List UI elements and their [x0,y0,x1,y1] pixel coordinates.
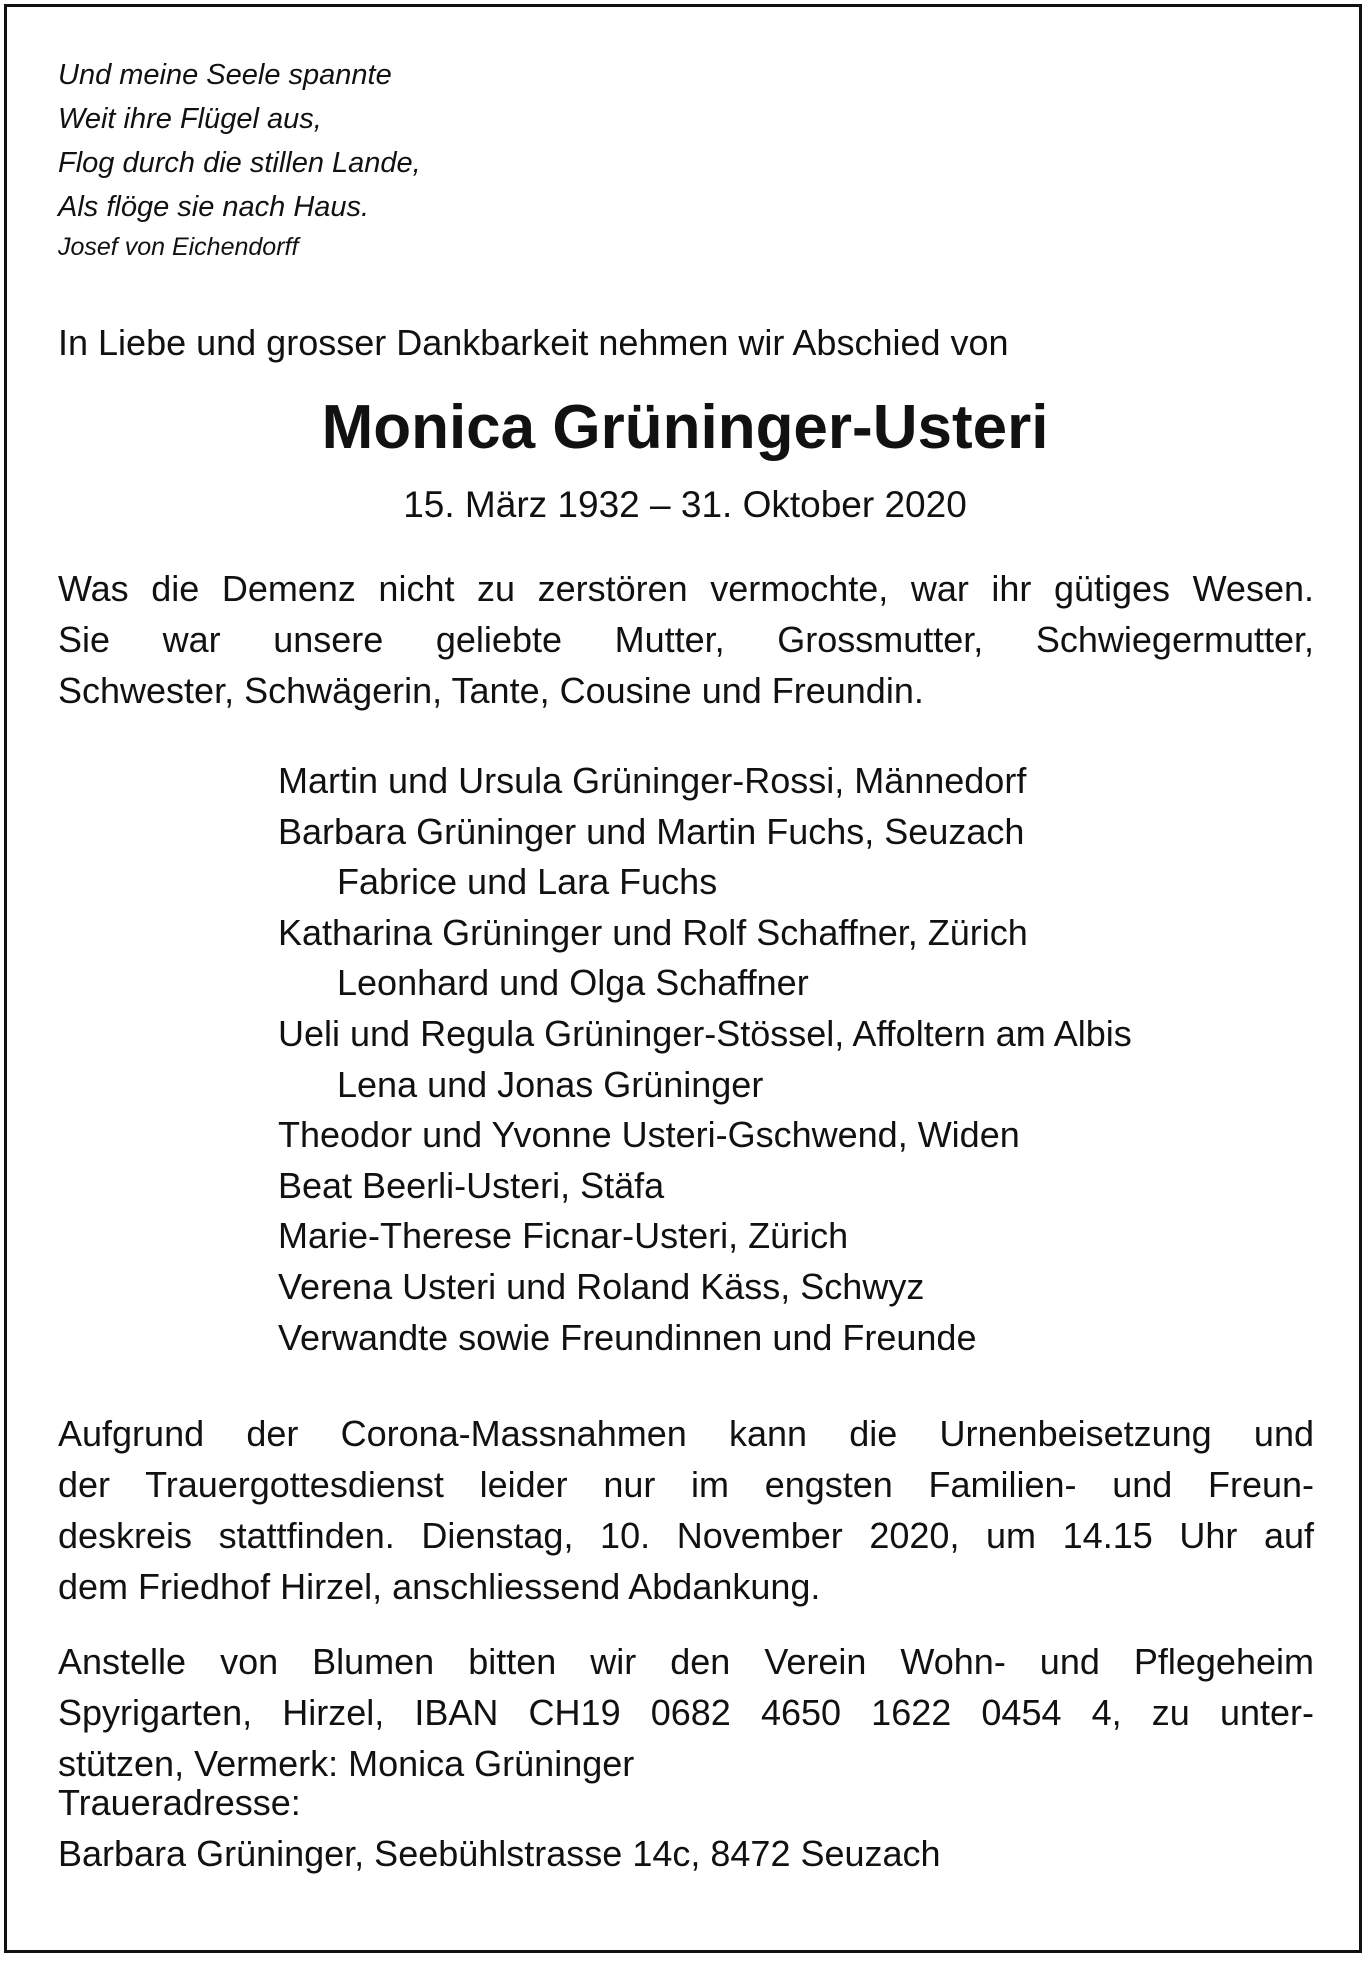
mourners-list [278,756,1132,1363]
mourner-entry: Katharina Grüninger und Rolf Schaffner, Zürich [278,911,1028,953]
mourner-entry: Martin und Ursula Grüninger-Rossi, Männedorf [278,760,1027,801]
donation-paragraph [58,1636,1314,1789]
mourner-entry: Beat Beerli-Usteri, Stäfa [278,1164,665,1206]
poem-line: Und meine Seele spannte [58,59,392,91]
poem-author: Josef von Eichendorff [58,233,299,261]
donation-line: Anstelle von Blumen bitten wir den Verein Wohn- und Pflegeheim [58,1641,1314,1682]
ceremony-line: deskreis stattfinden. Dienstag, 10. November 2020, um 14.15 Uhr auf [58,1515,1314,1556]
tribute-paragraph [58,563,1314,716]
address-label: Traueradresse: [58,1782,301,1823]
ceremony-line: dem Friedhof Hirzel, anschliessend Abdankung. [58,1566,821,1607]
mourner-entry: Ueli und Regula Grüninger-Stössel, Affoltern am Albis [278,1012,1132,1054]
poem [58,53,421,229]
mourner-entry: Leonhard und Olga Schaffner [337,962,809,1004]
tribute-line: Sie war unsere geliebte Mutter, Grossmutter, Schwiegermutter, [58,619,1314,660]
ceremony-line: der Trauergottesdienst leider nur im engsten Familien- und Freun- [58,1464,1314,1505]
mourner-entry: Verena Usteri und Roland Käss, Schwyz [278,1265,925,1307]
mourner-entry: Verwandte sowie Freundinnen und Freunde [278,1316,977,1358]
mourner-entry: Barbara Grüninger und Martin Fuchs, Seuzach [278,810,1025,852]
ceremony-line: Aufgrund der Corona-Massnahmen kann die Urnenbeisetzung und [58,1413,1314,1454]
poem-line: Als flöge sie nach Haus. [58,191,370,223]
tribute-line: Schwester, Schwägerin, Tante, Cousine und Freundin. [58,670,924,711]
deceased-name: Monica Grüninger-Usteri [321,393,1049,462]
life-dates: 15. März 1932 – 31. Oktober 2020 [403,484,967,525]
tribute-line: Was die Demenz nicht zu zerstören vermochte, war ihr gütiges Wesen. [58,568,1314,609]
mourner-entry: Theodor und Yvonne Usteri-Gschwend, Widen [278,1114,1020,1156]
address-value: Barbara Grüninger, Seebühlstrasse 14c, 8472 Seuzach [58,1833,941,1874]
poem-line: Weit ihre Flügel aus, [58,103,322,135]
mourner-entry: Lena und Jonas Grüninger [337,1063,764,1105]
donation-line: Spyrigarten, Hirzel, IBAN CH19 0682 4650 1622 0454 4, zu unter- [58,1692,1314,1733]
poem-line: Flog durch die stillen Lande, [58,147,421,179]
mourning-address [58,1777,941,1879]
mourner-entry: Marie-Therese Ficnar-Usteri, Zürich [278,1215,849,1257]
mourner-entry: Fabrice und Lara Fuchs [337,861,718,903]
donation-line: stützen, Vermerk: Monica Grüninger [58,1743,635,1784]
ceremony-paragraph [58,1408,1314,1612]
intro-text: In Liebe und grosser Dankbarkeit nehmen wir Abschied von [58,322,1009,363]
